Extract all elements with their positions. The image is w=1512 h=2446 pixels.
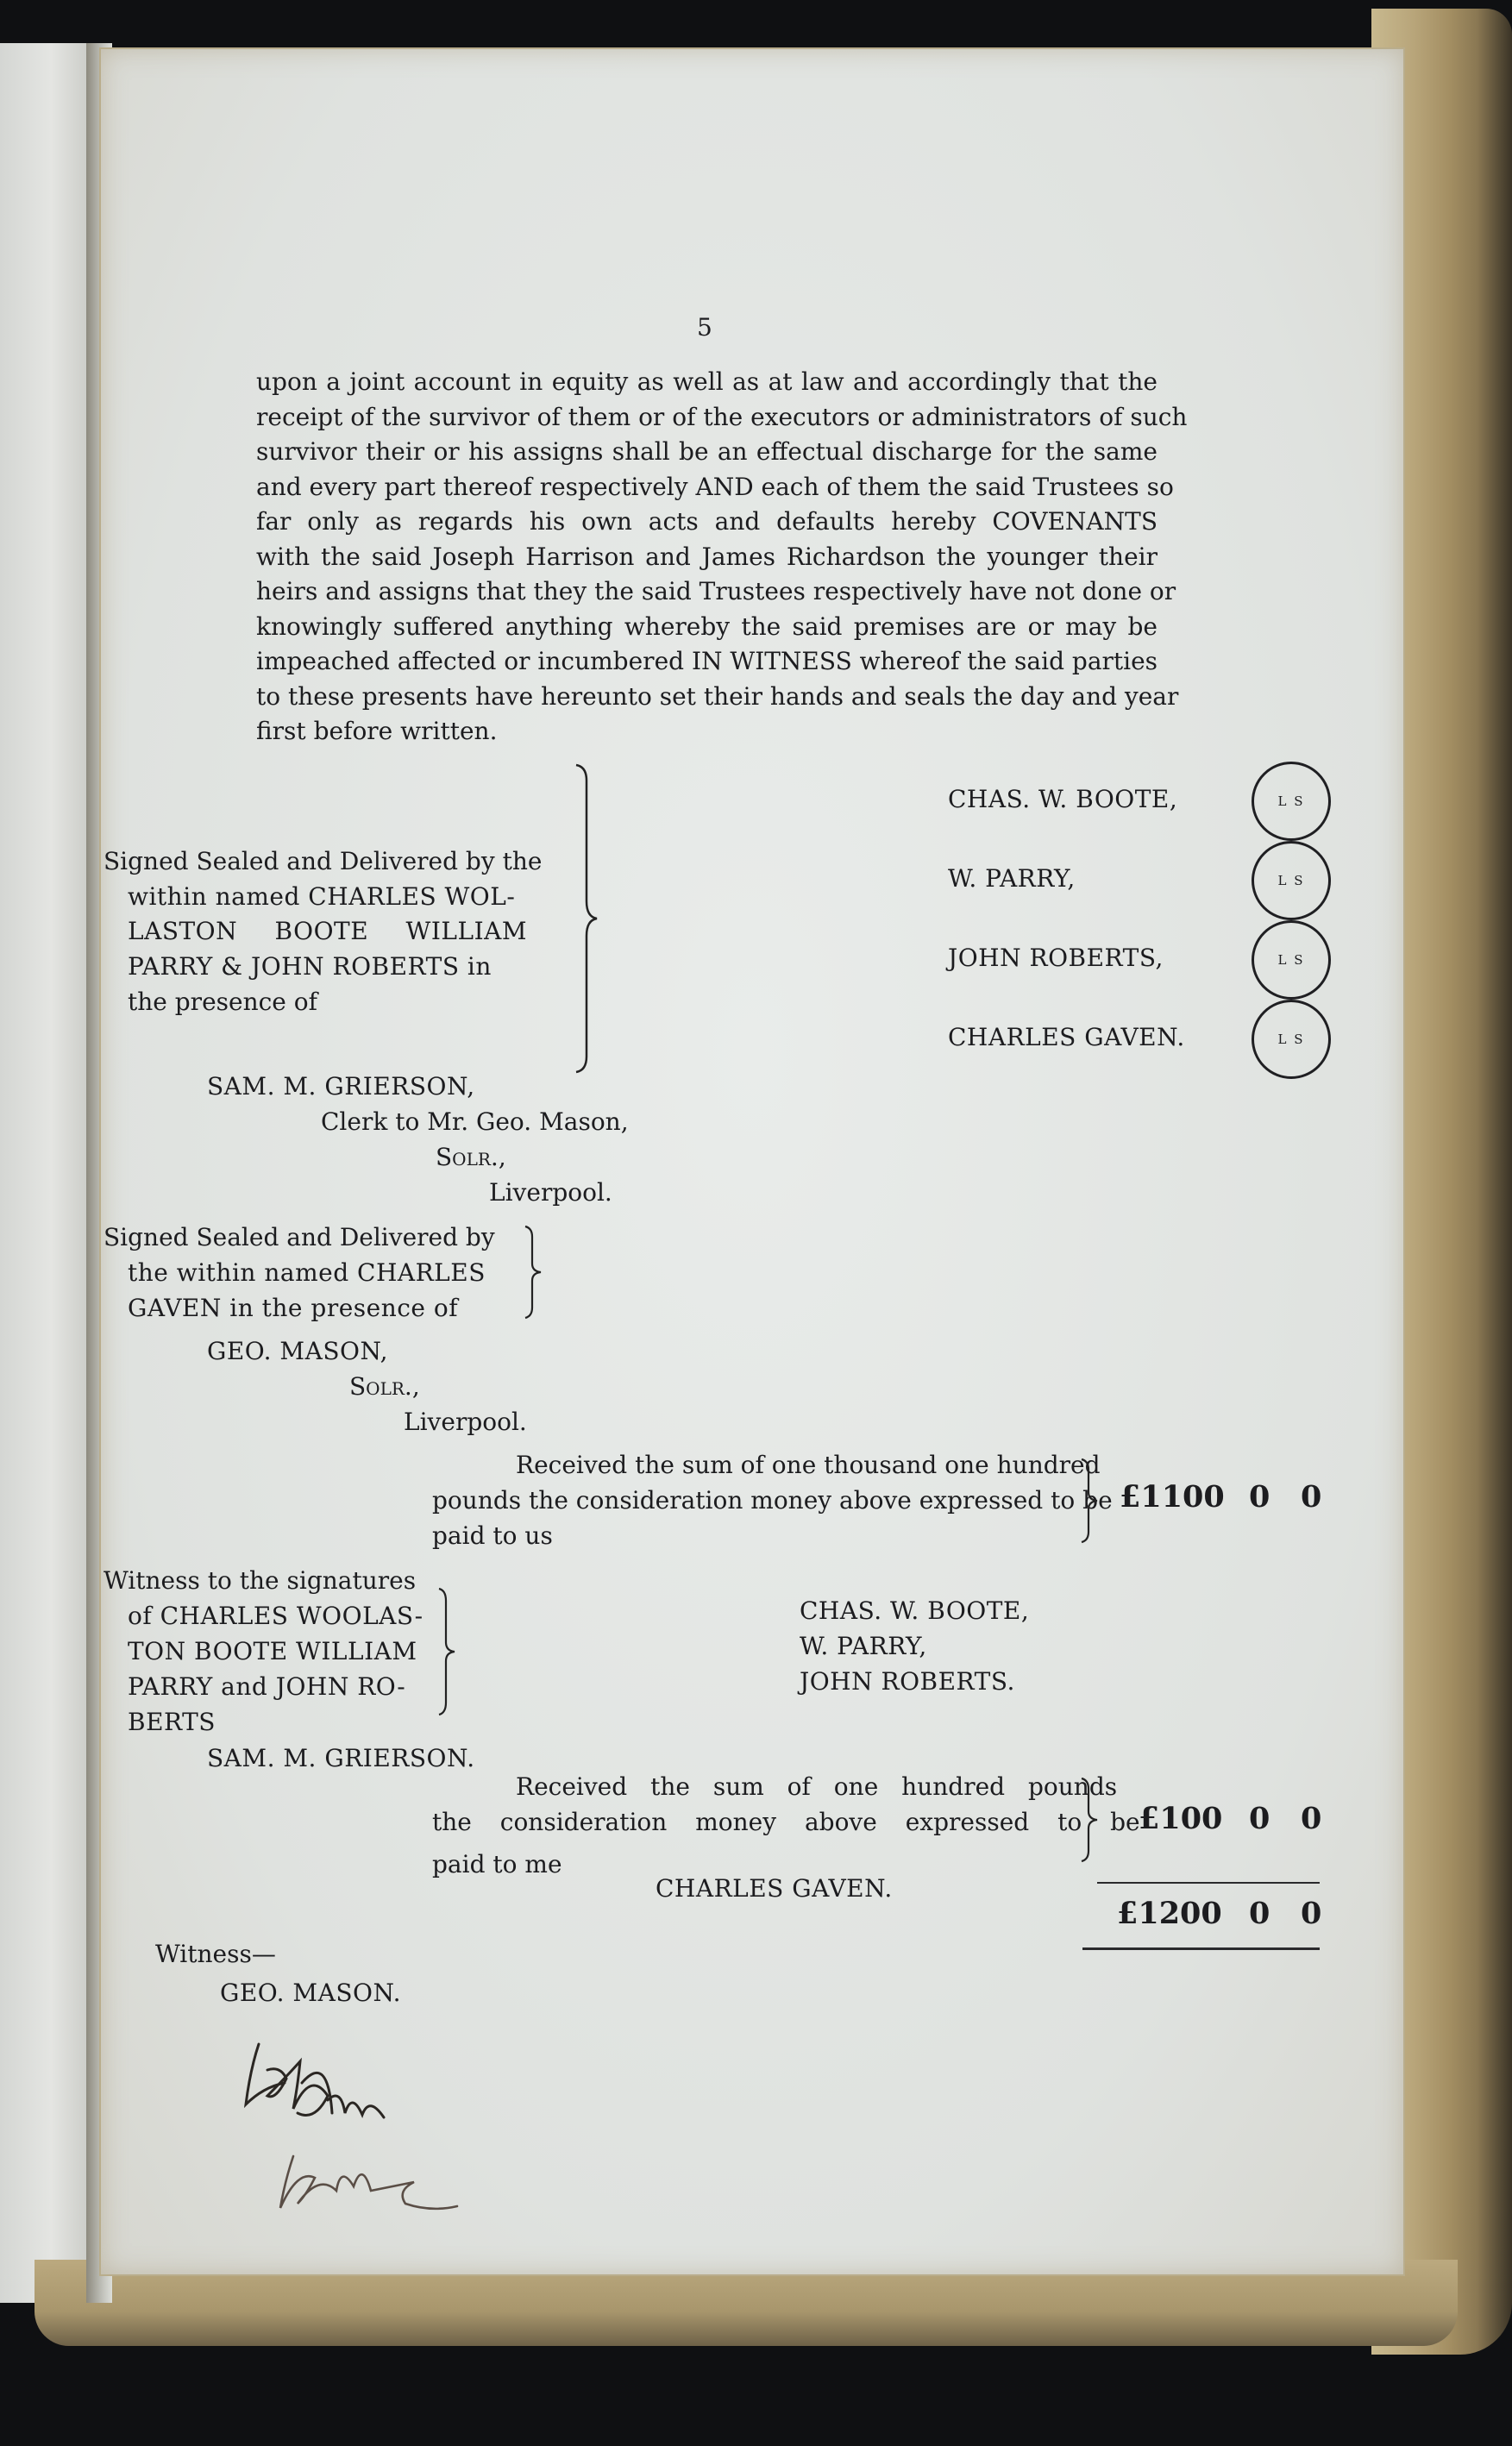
receipt2-signer: CHARLES GAVEN. [656,1874,893,1903]
receipt-line: the consideration money above expressed to be [432,1808,1140,1836]
seal-ls: L S [1252,762,1331,841]
receipt1-pence: 0 [1301,1479,1322,1515]
total-shillings: 0 [1249,1896,1270,1931]
witness-block-line: TON BOOTE WILLIAM [128,1637,417,1665]
body-line: impeached affected or incumbered IN WITNESS whereof the said parties [256,647,1158,675]
signatory-name: JOHN ROBERTS, [948,944,1164,972]
witness-block-line: of CHARLES WOOLAS- [128,1602,423,1630]
attestation-line: Signed Sealed and Delivered by [104,1223,495,1251]
witness-title: Solr., [436,1143,506,1171]
receipt-line: Received the sum of one thousand one hundred [516,1451,1101,1479]
deed-body-text [256,365,1188,749]
body-line: and every part thereof respectively AND each of them the said Trustees so [256,472,1174,501]
witness-name: GEO. MASON, [207,1337,389,1365]
signatory-name: W. PARRY, [948,864,1076,893]
receipt-line: paid to us [432,1521,553,1550]
receipt2-pence: 0 [1301,1801,1322,1836]
brace-witness-block [436,1587,461,1716]
total-rule-top [1097,1882,1320,1884]
body-line: upon a joint account in equity as well as at law and accordingly that the [256,367,1158,396]
seal-ls: L S [1252,920,1331,1000]
body-line: receipt of the survivor of them or of the executors or administrators of such [256,402,1188,431]
body-line: with the said Joseph Harrison and James Richardson the younger their [256,542,1158,571]
witness-block-line: BERTS [128,1708,216,1736]
body-line: first before written. [256,717,498,745]
signer-name: JOHN ROBERTS. [800,1667,1015,1696]
final-witness-name: GEO. MASON. [220,1979,402,2007]
witness-block-line: PARRY and JOHN RO- [128,1672,406,1701]
receipt1-shillings: 0 [1249,1479,1270,1515]
witness-place: Liverpool. [404,1408,527,1436]
total-pounds: £1200 [1117,1896,1222,1931]
body-line: heirs and assigns that they the said Trustees respectively have not done or [256,577,1176,605]
signer-name: W. PARRY, [800,1632,927,1660]
receipt1-pounds: £1100 [1120,1479,1225,1515]
attestation-line: LASTON BOOTE WILLIAM [128,917,528,945]
body-line: to these presents have hereunto set their hands and seals the day and year [256,681,1179,711]
attestation-line: the presence of [128,988,317,1016]
body-line: survivor their or his assigns shall be an effectual discharge for the same [256,437,1158,466]
receipt2-shillings: 0 [1249,1801,1270,1836]
witness-place: Liverpool. [489,1178,612,1207]
handwritten-signature [233,2018,492,2225]
receipt-line: pounds the consideration money above expressed to be [432,1486,1113,1515]
seal-ls: L S [1252,1000,1331,1079]
attestation-line: Signed Sealed and Delivered by the [104,847,543,875]
seal-ls: L S [1252,841,1331,920]
brace-attestation1 [569,763,604,1074]
brace-receipt2 [1078,1777,1104,1863]
left-page-edge [0,43,96,2303]
attestation-line: PARRY & JOHN ROBERTS in [128,952,492,981]
signatory-name: CHAS. W. BOOTE, [948,785,1178,813]
witness-name: SAM. M. GRIERSON. [207,1744,475,1772]
attestation-line: the within named CHARLES [128,1258,486,1287]
witness-name: SAM. M. GRIERSON, [207,1072,475,1101]
witness-role: Clerk to Mr. Geo. Mason, [321,1107,629,1136]
signatory-name: CHARLES GAVEN. [948,1023,1185,1051]
brace-attestation2 [522,1225,548,1320]
receipt2-pounds: £100 [1139,1801,1223,1836]
witness-block-line: Witness to the signatures [104,1566,417,1595]
total-rule-bottom [1082,1947,1320,1950]
final-witness-label: Witness— [155,1940,276,1968]
attestation-line: GAVEN in the presence of [128,1294,459,1322]
page-number: 5 [697,313,712,342]
signer-name: CHAS. W. BOOTE, [800,1596,1030,1625]
receipt-line: paid to me [432,1850,562,1878]
total-pence: 0 [1301,1896,1322,1931]
witness-title: Solr., [349,1372,420,1401]
body-line: knowingly suffered anything whereby the said premises are or may be [256,612,1158,641]
brace-receipt1 [1078,1458,1104,1544]
body-line: far only as regards his own acts and defaults hereby COVENANTS [256,507,1158,536]
receipt-line: Received the sum of one hundred pounds [516,1772,1118,1801]
attestation-line: within named CHARLES WOL- [128,882,516,911]
